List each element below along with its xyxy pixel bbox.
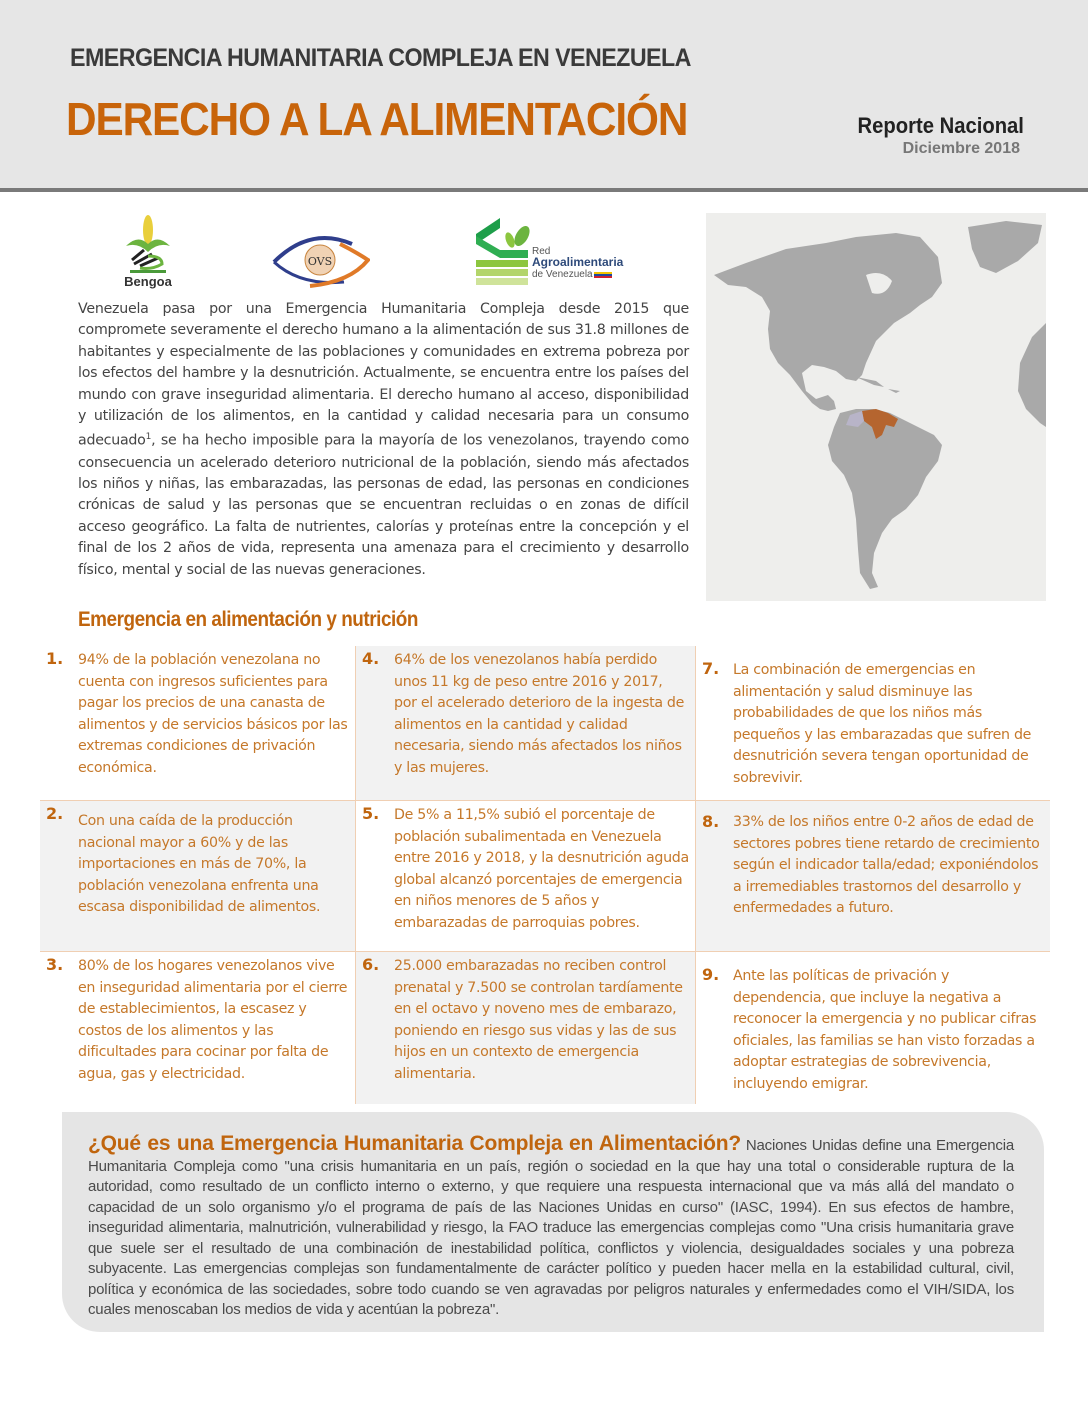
report-kicker: EMERGENCIA HUMANITARIA COMPLEJA EN VENEZUELA [70, 44, 691, 72]
grid-divider [695, 646, 696, 1104]
definition-question: ¿Qué es una Emergencia Humanitaria Compleja en Alimentación? [88, 1132, 741, 1155]
intro-text-part2: , se ha hecho imposible para la mayoría de los venezolanos, trayendo como consecuencia un acelerado deterioro nutricional de la población, siendo más afectados los niños y niñas, las embarazadas, las personas de edad, las personas en condiciones crónicas de salud y las personas que se encuentran recluidas o en zonas de difícil acceso geográfico. La falta de nutrientes, calorías y proteínas entre la concepción y el final de los 2 años de vida, representa una amenaza para el crecimiento y desarrollo físico, mental y social de las nuevas generaciones. [78, 433, 689, 578]
footnote-reference[interactable]: 1 [145, 432, 152, 443]
fact-item-5 [356, 801, 695, 951]
red-logo-line2: Agroalimentaria [532, 255, 624, 269]
red-logo-line3: de Venezuela [532, 269, 593, 280]
intro-paragraph [78, 299, 689, 581]
fact-text: Ante las políticas de privación y dependencia, que incluye la negativa a reconocer la emergencia y no publicar cifras oficiales, las familias se han visto forzadas a adoptar estrategias de sobrevivencia, incluyendo emigrar. [733, 968, 1037, 1092]
fact-text: 94% de la población venezolana no cuenta con ingresos suficientes para pagar los precios de una canasta de alimentos y de servicios básicos por las extremas condiciones de privación económica. [78, 652, 348, 776]
fact-text: 64% de los venezolanos había perdido unos 11 kg de peso entre 2016 y 2017, por el acelerado deterioro de la ingesta de alimentos en la cantidad y calidad necesaria, siendo más afectados los niños y las mujeres. [394, 652, 685, 776]
report-title: DERECHO A LA ALIMENTACIÓN [66, 93, 688, 145]
grid-divider [40, 951, 1050, 952]
red-agroalimentaria-logo [470, 214, 630, 290]
definition-paragraph [88, 1134, 1014, 1321]
americas-map [706, 213, 1046, 601]
fact-text: 33% de los niños entre 0-2 años de edad de sectores pobres tiene retardo de crecimiento según el indicador talla/edad; exponiéndolos a irremediables trastornos del desarrollo y enfermedades a futuro. [733, 814, 1040, 916]
report-header [0, 0, 1088, 192]
fact-text: 80% de los hogares venezolanos vive en inseguridad alimentaria por el cierre de establecimientos, la escasez y costos de los alimentos y las dificultades para cocinar por falta de agua, gas y electricidad. [78, 958, 348, 1082]
grid-divider [40, 800, 1050, 801]
fact-text: Con una caída de la producción nacional mayor a 60% y de las importaciones en más de 70%, la población venezolana enfrenta una escasa disponibilidad de alimentos. [78, 813, 321, 915]
definition-box [62, 1112, 1044, 1332]
partner-logos [100, 210, 660, 295]
report-type: Reporte Nacional [857, 113, 1024, 138]
fact-text: De 5% a 11,5% subió el porcentaje de población subalimentada en Venezuela entre 2016 y 2018, y la desnutrición aguda global alcanzó porcentajes de emergencia en niños menores de 5 años y embarazadas de parroquias pobres. [394, 807, 689, 931]
fact-number: 6. [362, 955, 380, 974]
fact-text: 25.000 embarazadas no reciben control prenatal y 7.500 se controlan tardíamente en el octavo y noveno mes de embarazo, poniendo en riesgo sus vidas y las de sus hijos en un contexto de emergencia alimentaria. [394, 958, 683, 1082]
fact-item-4 [356, 646, 695, 800]
bengoa-logo-text: Bengoa [124, 274, 172, 289]
fact-number: 4. [362, 649, 380, 668]
red-logo-line1: Red [532, 246, 551, 257]
fact-number: 1. [46, 649, 64, 668]
fact-text: La combinación de emergencias en alimentación y salud disminuye las probabilidades de que los niños más pequeños y las embarazadas que sufren de desnutrición severa tengan oportunidad de sobrevivir. [733, 662, 1032, 786]
report-date: Diciembre 2018 [902, 140, 1020, 157]
ovs-logo-text: OVS [307, 255, 333, 268]
fact-item-7 [696, 646, 1050, 800]
fact-item-2 [40, 801, 355, 951]
fact-item-6 [356, 952, 695, 1104]
section-title: Emergencia en alimentación y nutrición [78, 608, 419, 631]
intro-text-part1: Venezuela pasa por una Emergencia Humanitaria Compleja desde 2015 que compromete severamente el derecho humano a la alimentación de sus 31.8 millones de habitantes y especialmente de las poblaciones y comunidades en extrema pobreza por los efectos del hambre y la desnutrición. Actualmente, se encuentra entre los países del mundo con grave inseguridad alimentaria. El derecho humano al acceso, disponibilidad y utilización de los alimentos, en la cantidad y calidad necesaria para un consumo adecuado [78, 301, 689, 450]
definition-text: Naciones Unidas define una Emergencia Humanitaria Compleja como "una crisis humanitaria en un país, región o sociedad en la que hay una total o considerable ruptura de la autoridad, como resultado de un conflicto interno o externo, y que requiere una respuesta internacional que va más allá del mandato o capacidad de un solo organismo y/o el programa de país de las Naciones Unidas en curso" (IASC, 1994). En sus efectos de hambre, inseguridad alimentaria, malnutrición, vulnerabilidad y riesgo, la FAO traduce las emergencias complejas como "Una crisis humanitaria grave que suele ser el resultado de una combinación de inestabilidad política, conflictos y violencia, desigualdades sociales y una pobreza subyacente. Las emergencias complejas son fundamentalmente de carácter político y pueden hacer mella en la estabilidad cultural, civil, política y económica de las sociedades, sobre todo cuando se ven agravadas por peligros naturales y enfermedades como el VIH/SIDA, los cuales menoscaban los medios de vida y acentúan la pobreza". [88, 1137, 1014, 1318]
fact-item-8 [696, 801, 1050, 951]
fact-number: 8. [702, 812, 720, 831]
grid-divider [355, 646, 356, 1104]
fact-item-9 [696, 952, 1050, 1104]
fact-number: 2. [46, 804, 64, 823]
ovs-logo [270, 230, 370, 290]
fact-number: 9. [702, 965, 720, 984]
fact-item-1 [40, 646, 355, 800]
fact-number: 5. [362, 804, 380, 823]
fact-number: 3. [46, 955, 64, 974]
key-facts-grid [40, 646, 1050, 1104]
fact-number: 7. [702, 659, 720, 678]
fact-item-3 [40, 952, 355, 1104]
bengoa-logo [118, 212, 178, 294]
